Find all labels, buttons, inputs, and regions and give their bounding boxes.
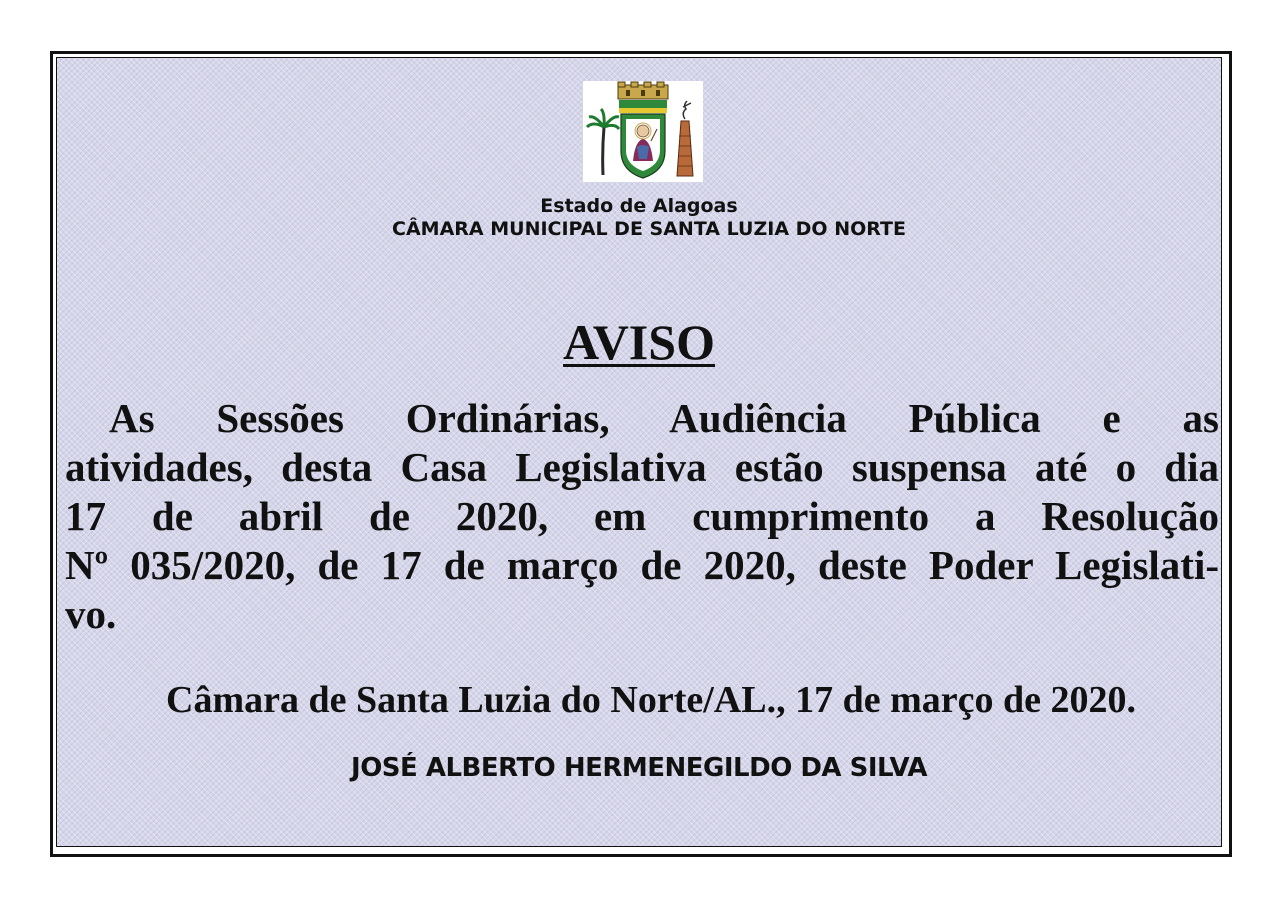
notice-body-line: Nº 035/2020, de 17 de março de 2020, deste Poder Legislati- (65, 542, 1219, 588)
signatory-name: JOSÉ ALBERTO HERMENEGILDO DA SILVA (351, 753, 927, 783)
notice-body-line: vo. (65, 591, 117, 637)
notice-title: AVISO (563, 314, 715, 370)
notice-body-line: 17 de abril de 2020, em cumprimento a Resolução (65, 493, 1219, 539)
notice-panel (56, 57, 1222, 847)
place-and-date: Câmara de Santa Luzia do Norte/AL., 17 de março de 2020. (166, 679, 1136, 721)
state-name: Estado de Alagoas (540, 195, 738, 217)
chamber-name: CÂMARA MUNICIPAL DE SANTA LUZIA DO NORTE (392, 218, 906, 240)
notice-frame (50, 51, 1232, 857)
municipal-coat-of-arms-icon (583, 81, 703, 182)
notice-body-line: As Sessões Ordinárias, Audiência Pública e as (109, 395, 1219, 441)
notice-body (65, 394, 1219, 639)
notice-body-line: atividades, desta Casa Legislativa estão suspensa até o dia (65, 444, 1219, 490)
